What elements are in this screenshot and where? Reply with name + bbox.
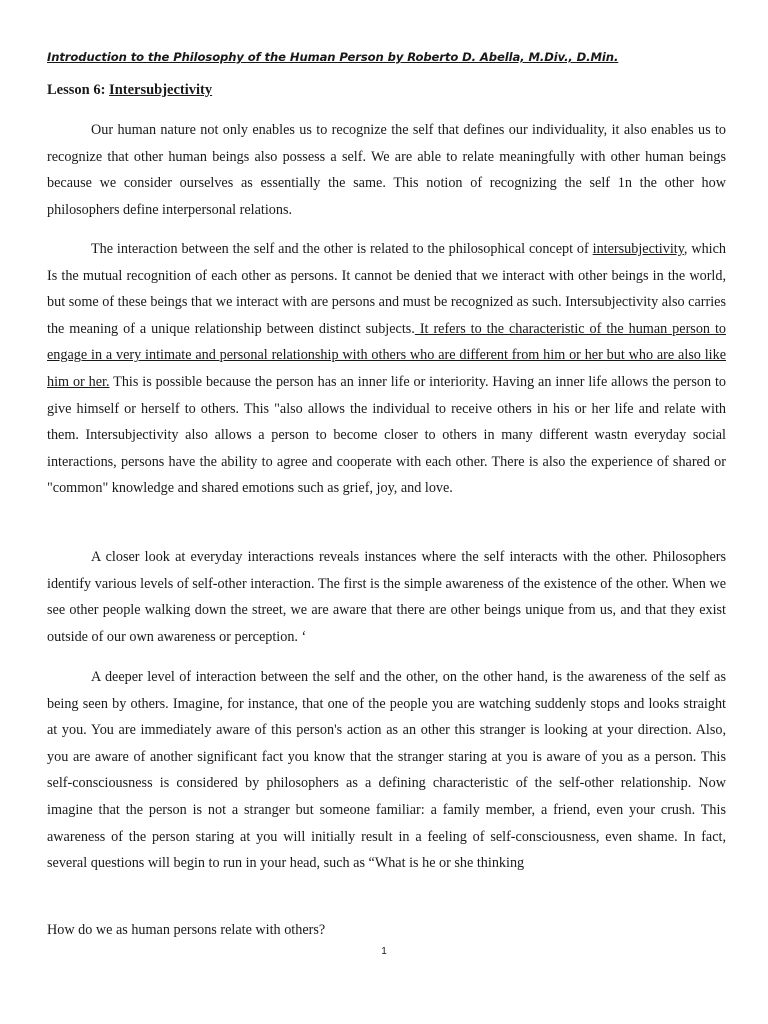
underlined-definition: It refers to the characteristic of the human person to engage in a very intimate and personal relationship with others who are different from him or her but who are also like him or her. [47, 320, 726, 390]
lesson-label: Lesson 6: [47, 82, 106, 98]
paragraph-2-text-e: This is possible because the person has an inner life or interiority. Having an inner life allows the person to give himself or herself to others. This "also allows the individual to receive others in his or her life and relate with them. Intersubjectivity also allows a person to become closer to others in many different wastn everyday social interactions, persons have the ability to agree and cooperate with each other. There is also the experience of shared or "common" knowledge and shared emotions such as grief, joy, and love. [47, 373, 726, 497]
paragraph-4: A deeper level of interaction between the self and the other, on the other hand, is the awareness of the self as being seen by others. Imagine, for instance, that one of the people you are watching suddenly stops and looks straight at you. You are immediately aware of this person's action as an other this stranger is looking at your direction. Also, you are aware of another significant fact you know that the stranger staring at you is aware of you as a person. This self-consciousness is considered by philosophers as a defining characteristic of the self-other relationship. Now imagine that the person is not a stranger but someone familiar: a family member, a friend, even your crush. This awareness of the person staring at you will initially result in a feeling of self-consciousness, even shame. In fact, several questions will begin to run in your head, such as “What is he or she thinking [47, 669, 726, 872]
lesson-topic: Intersubjectivity [109, 82, 213, 98]
paragraph-1: Our human nature not only enables us to recognize the self that defines our individuality, it also enables us to recognize that other human beings also possess a self. We are able to relate meaningfully with other human beings because we consider ourselves as essentially the same. This notion of recognizing the self 1n the other how philosophers define interpersonal relations. [47, 122, 726, 218]
intersubjectivity-term: intersubjectivity [592, 241, 684, 257]
document-header: Introduction to the Philosophy of the Human Person by Roberto D. Abella, M.Div., D.Min. [47, 50, 619, 64]
question-line: How do we as human persons relate with others? [47, 922, 326, 938]
page-number: 1 [381, 946, 387, 957]
lesson-heading [47, 82, 212, 99]
paragraph-2-text-a: The interaction between the self and the other is related to the philosophical concept of [91, 241, 593, 257]
paragraph-2 [47, 236, 726, 502]
paragraph-2-text-c: , which Is the mutual recognition of each other as persons. It cannot be denied that we interact with other beings in the world, but some of these beings that we interact with are persons and must be recognized as such. Intersubjectivity also carries the meaning of a unique relationship between distinct subjects. [47, 241, 726, 337]
paragraph-3: A closer look at everyday interactions reveals instances where the self interacts with the other. Philosophers identify various levels of self-other interaction. The first is the simple awareness of the existence of the other. When we see other people walking down the street, we are aware that there are other beings unique from us, and that they exist outside of our own awareness or perception. ‘ [47, 549, 726, 645]
